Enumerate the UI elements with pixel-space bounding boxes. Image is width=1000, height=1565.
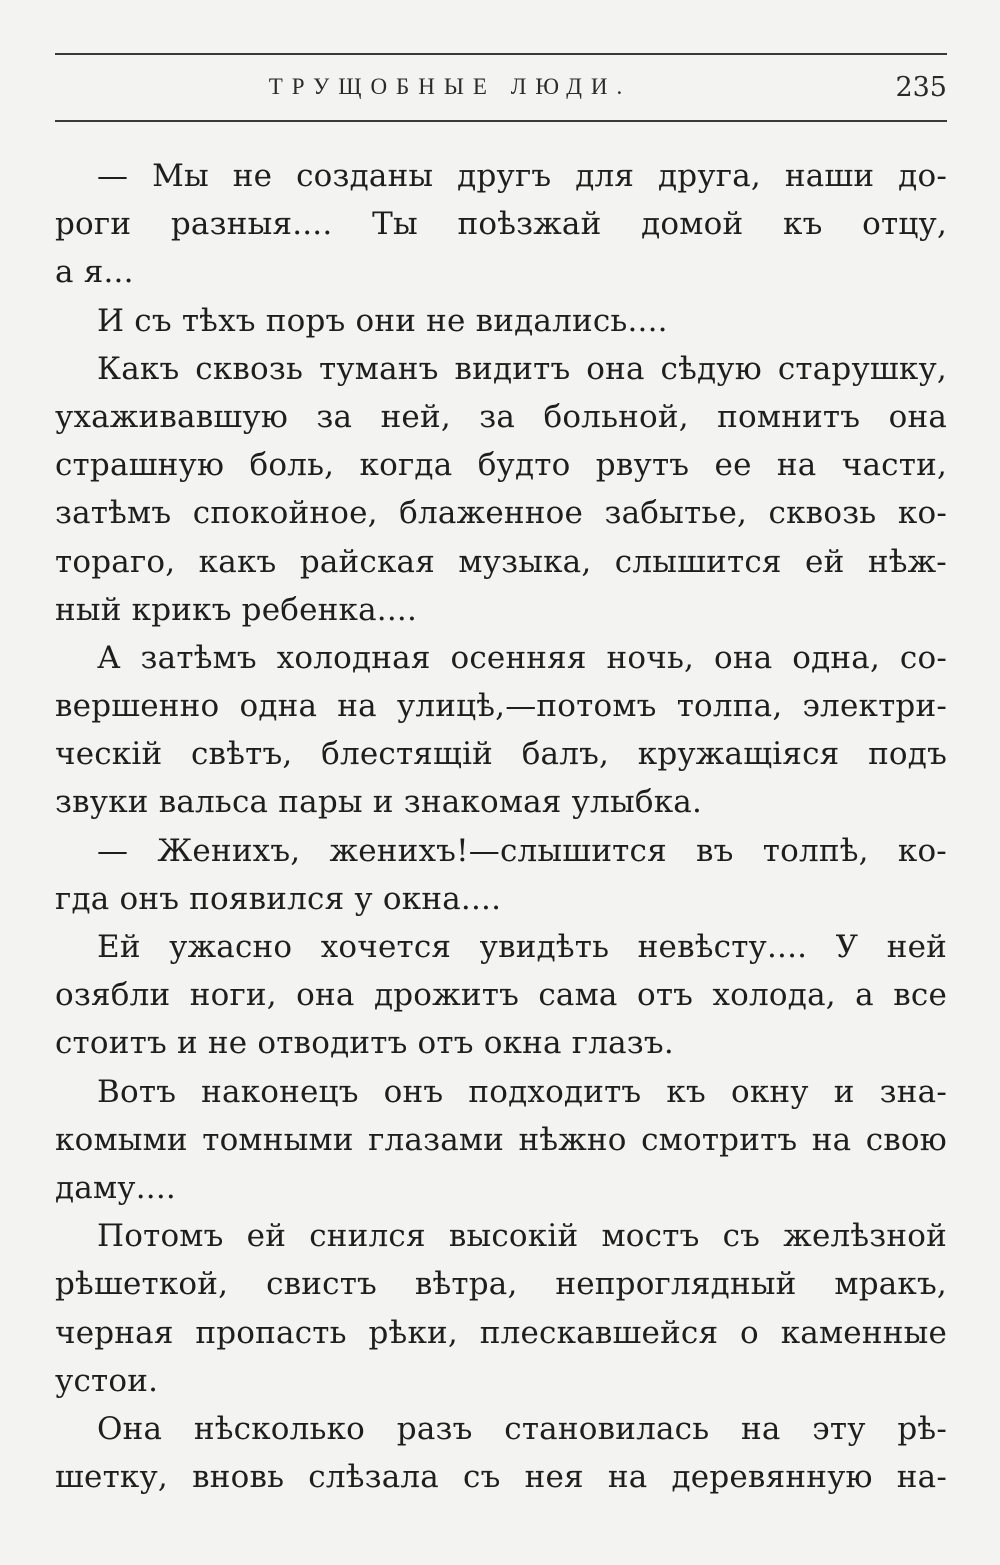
text-line: ный крикъ ребенка.... [55,591,418,628]
text-line: ухаживавшую за ней, за больной, помнитъ она [55,398,947,435]
text-line: — Мы не созданы другъ для друга, наши до- [97,158,947,194]
body-text [55,152,947,1501]
text-line: гда онъ появился у окна.... [55,880,502,917]
text-line: страшную боль, когда будто рвутъ ее на части, [55,447,947,484]
text-line: И съ тѣхъ поръ они не видались.... [97,302,668,339]
page-number: 235 [895,72,947,103]
header-bottom-rule [55,120,947,122]
text-line: а я... [55,254,134,291]
text-line: тораго, какъ райская музыка, слышится ей нѣж- [55,543,947,580]
text-line: — Женихъ, женихъ!—слышится въ толпѣ, ко- [97,832,947,869]
text-line: А затѣмъ холодная осенняя ночь, она одна, со- [97,639,947,676]
text-line: ческій свѣтъ, блестящій балъ, кружащіяся подъ [55,736,947,773]
text-line: стоитъ и не отводитъ отъ окна глазъ. [55,1025,674,1062]
running-head [55,70,947,110]
text-line: Она нѣсколько разъ становилась на эту рѣ- [97,1410,947,1447]
text-line: затѣмъ спокойное, блаженное забытье, сквозь ко- [55,495,947,532]
text-line: роги разныя.... Ты поѣзжай домой къ отцу, [55,206,947,243]
text-line: комыми томными глазами нѣжно смотритъ на свою [55,1121,947,1158]
text-line: устои. [55,1362,159,1399]
text-line: вершенно одна на улицѣ,—потомъ толпа, электри- [55,688,947,725]
text-line: звуки вальса пары и знакомая улыбка. [55,784,702,821]
header-top-rule [55,53,947,55]
text-line: черная пропасть рѣки, плескавшейся о каменные [55,1314,947,1351]
text-line: шетку, вновь слѣзала съ нея на деревянную на- [55,1459,947,1496]
text-line: озябли ноги, она дрожитъ сама отъ холода, а все [55,977,947,1014]
text-line: рѣшеткой, свистъ вѣтра, непроглядный мракъ, [55,1266,947,1303]
text-line: Какъ сквозь туманъ видитъ она сѣдую старушку, [97,350,947,387]
text-line: Ей ужасно хочется увидѣть невѣсту.... У ней [97,929,947,965]
text-line: Вотъ наконецъ онъ подходитъ къ окну и зна- [97,1073,947,1110]
text-line: даму.... [55,1169,176,1206]
running-title: ТРУЩОБНЫЕ ЛЮДИ. [268,74,632,99]
text-line: Потомъ ей снился высокій мостъ съ желѣзной [97,1218,947,1255]
